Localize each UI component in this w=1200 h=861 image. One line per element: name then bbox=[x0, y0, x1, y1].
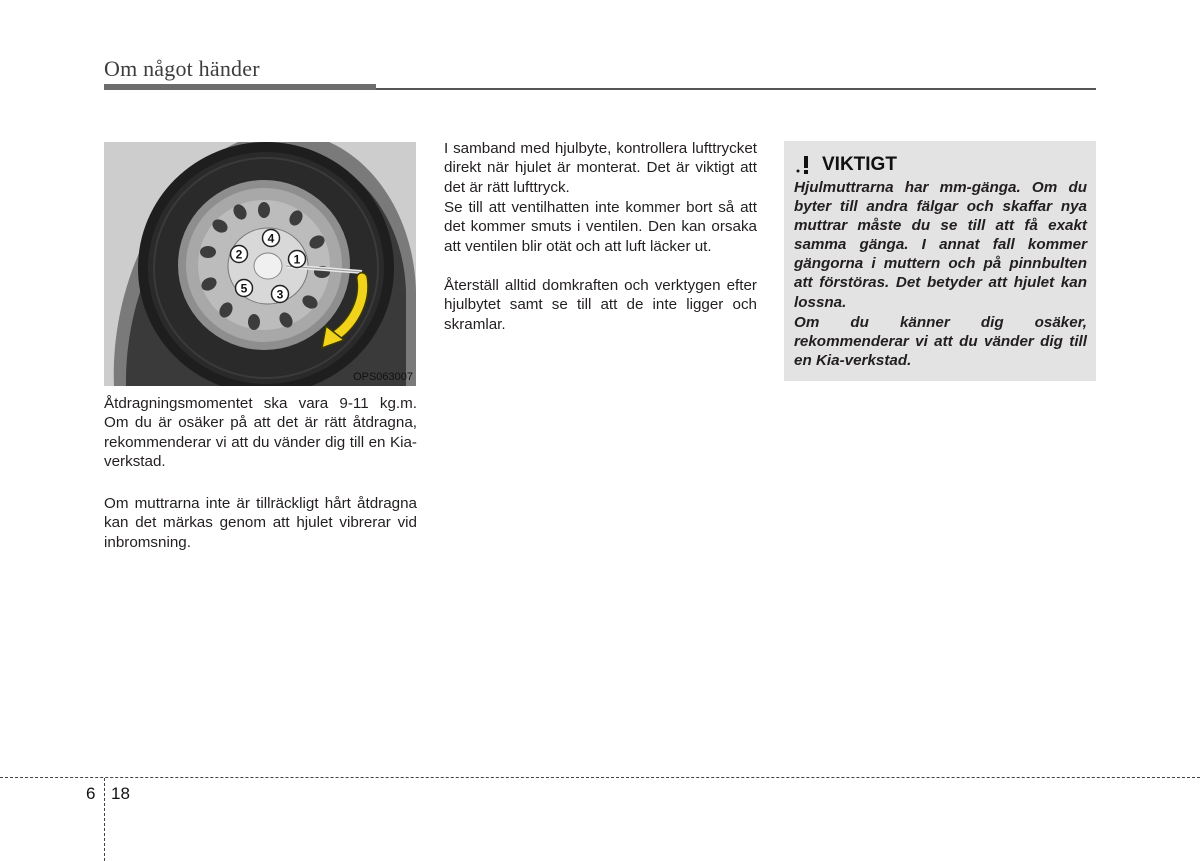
page-number: 18 bbox=[111, 784, 130, 803]
footer-divider bbox=[104, 778, 105, 861]
nut-number-5: 5 bbox=[240, 281, 248, 296]
nut-number-3: 3 bbox=[276, 287, 284, 302]
chapter-number: 6 bbox=[86, 784, 96, 803]
torque-paragraph: Åtdragningsmomentet ska vara 9-11 kg.m. Om du är osäker på att det är rätt åtdragna, rekommenderar vi att du vänder dig till en Kia-verkstad. bbox=[104, 395, 417, 470]
warning-box bbox=[784, 141, 1096, 381]
restore-tools-paragraph: Återställ alltid domkraften och verktygen efter hjulbytet samt se till att de inte ligger och skramlar. bbox=[444, 277, 757, 333]
tire-pressure-paragraph: I samband med hjulbyte, kontrollera lufttrycket direkt när hjulet är monterat. Det är viktigt att det är rätt lufttryck. bbox=[444, 140, 757, 196]
warning-text-threads: Hjulmuttrarna har mm-gänga. Om du byter till andra fälgar och skaffar nya muttrar måste du se till att få exakt samma gänga. I annat fall kommer gängorna i muttern och på pinnbulten att förstöras. Det betyder att hjulet kan lossna. bbox=[794, 179, 1087, 311]
wheel-nut-tightening-diagram bbox=[104, 142, 416, 386]
footer-rule bbox=[0, 777, 1200, 778]
wheel-illustration bbox=[104, 142, 416, 386]
valve-cap-paragraph: Se till att ventilhatten inte kommer bort så att det kommer smuts i ventilen. Den kan orsaka att ventilen blir otät och att luft läcker ut. bbox=[444, 199, 757, 255]
page-header-title: Om något händer bbox=[104, 56, 260, 81]
warning-header bbox=[794, 153, 897, 177]
header-rule-accent bbox=[104, 84, 376, 90]
exclamation-icon bbox=[794, 153, 818, 177]
warning-title: VIKTIGT bbox=[822, 154, 897, 175]
warning-text-workshop: Om du känner dig osäker, rekommenderar vi att du vänder dig till en Kia-verkstad. bbox=[794, 314, 1087, 370]
loose-nuts-paragraph: Om muttrarna inte är tillräckligt hårt åtdragna kan det märkas genom att hjulet vibrerar vid inbromsning. bbox=[104, 495, 417, 551]
nut-number-4: 4 bbox=[267, 231, 275, 246]
figure-code: OPS063007 bbox=[353, 371, 413, 383]
nut-number-1: 1 bbox=[293, 252, 301, 267]
nut-number-2: 2 bbox=[235, 247, 243, 262]
